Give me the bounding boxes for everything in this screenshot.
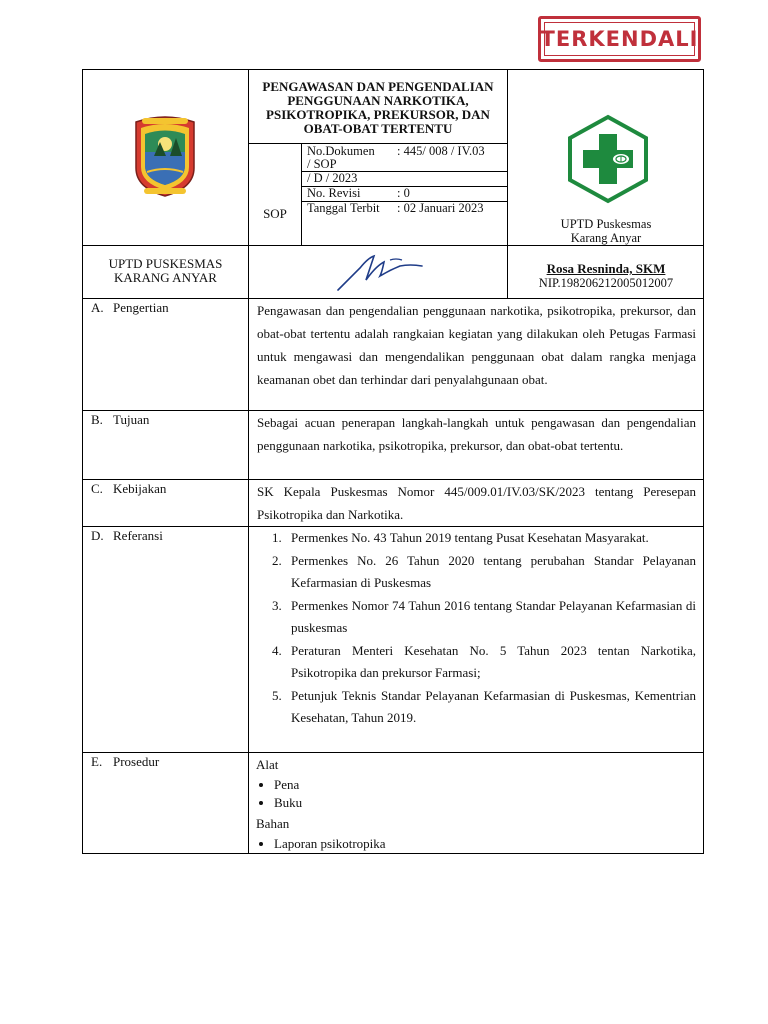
no-dokumen-row-2 [302,172,507,187]
no-dokumen-value: : 445/ 008 / IV.03 [397,144,485,158]
list-item: 1. Permenkes No. 43 Tahun 2019 tentang Pusat Kesehatan Masyarakat. [285,527,696,550]
document-title: PENGAWASAN DAN PENGENDALIAN PENGGUNAAN NARKOTIKA, PSIKOTROPIKA, PREKURSOR, DAN OBAT-OBAT TERTENTU [249,70,507,144]
tanggal-terbit-row [302,202,507,246]
list-item: 3. Permenkes Nomor 74 Tahun 2016 tentang Standar Pelayanan Kefarmasian di puskesmas [285,595,696,640]
section-label: C. Kebijakan [83,480,249,527]
list-item: • Laporan psikotropika [274,835,696,853]
alat-heading: Alat [256,757,279,772]
bahan-heading: Bahan [256,816,290,831]
section-row-prosedur [83,753,704,854]
signer-name: Rosa Resninda, SKM [546,261,666,276]
section-label: E. Prosedur [83,753,249,854]
no-revisi-key: No. Revisi [307,186,361,200]
no-revisi-row [302,187,507,202]
pengertian-text: Pengawasan dan pengendalian penggunaan narkotika, psikotropika, prekursor, dan obat-obat tertentu adalah rangkaian kegiatan yang dilakukan oleh Petugas Farmasi untuk mengawasi dan mengendalikan penggunaan obat dalam rangka menjaga keamanan obet dan terhindar dari penyalahgunaan obat. [249,299,704,411]
regency-logo [130,112,200,198]
kebijakan-text: SK Kepala Puskesmas Nomor 445/009.01/IV.03/SK/2023 tentang Peresepan Psikotropika dan Narkotika. [249,480,704,527]
section-row-tujuan [83,411,704,480]
terkendali-stamp [538,16,701,62]
signer-block [508,261,704,291]
no-dokumen-cont: / SOP [307,157,337,171]
no-dokumen-key: No.Dokumen [307,144,375,158]
no-dokumen-cont2: / D / 2023 [307,171,358,185]
stamp-text: TERKENDALI [544,22,695,56]
no-dokumen-row [302,145,507,172]
section-row-kebijakan [83,480,704,527]
puskesmas-logo [566,114,650,204]
list-item: • Pena [274,776,696,794]
signature [330,250,430,294]
list-item: 5. Petunjuk Teknis Standar Pelayanan Kefarmasian di Puskesmas, Kementrian Kesehatan, Tahun 2019. [285,685,696,730]
signer-nip: NIP.198206212005012007 [538,276,674,290]
alat-list [256,776,696,812]
sop-label: SOP [263,206,287,221]
bahan-list [256,835,696,853]
section-label: D. Referansi [83,527,249,753]
list-item: 4. Peraturan Menteri Kesehatan No. 5 Tahun 2023 tentan Narkotika, Psikotropika dan prekursor Farmasi; [285,640,696,685]
sop-body-table [82,298,704,854]
right-org-name: UPTD Puskesmas Karang Anyar [560,217,652,245]
tujuan-text: Sebagai acuan penerapan langkah-langkah untuk pengawasan dan pengendalian penggunaan narkotika, psikotropika, prekursor, dan obat-obat tertentu. [249,411,704,480]
section-row-referansi [83,527,704,753]
tanggal-terbit-key: Tanggal Terbit [307,201,380,215]
list-item: • Buku [274,794,696,812]
referansi-list [257,527,696,730]
tanggal-terbit-value: : 02 Januari 2023 [397,201,484,215]
section-row-pengertian [83,299,704,411]
list-item: 2. Permenkes No. 26 Tahun 2020 tentang perubahan Standar Pelayanan Kefarmasian di Puskesmas [285,550,696,595]
section-label: B. Tujuan [83,411,249,480]
no-revisi-value: : 0 [397,186,410,200]
section-label: A. Pengertian [83,299,249,411]
left-org-name: UPTD PUSKESMAS KARANG ANYAR [108,256,223,285]
